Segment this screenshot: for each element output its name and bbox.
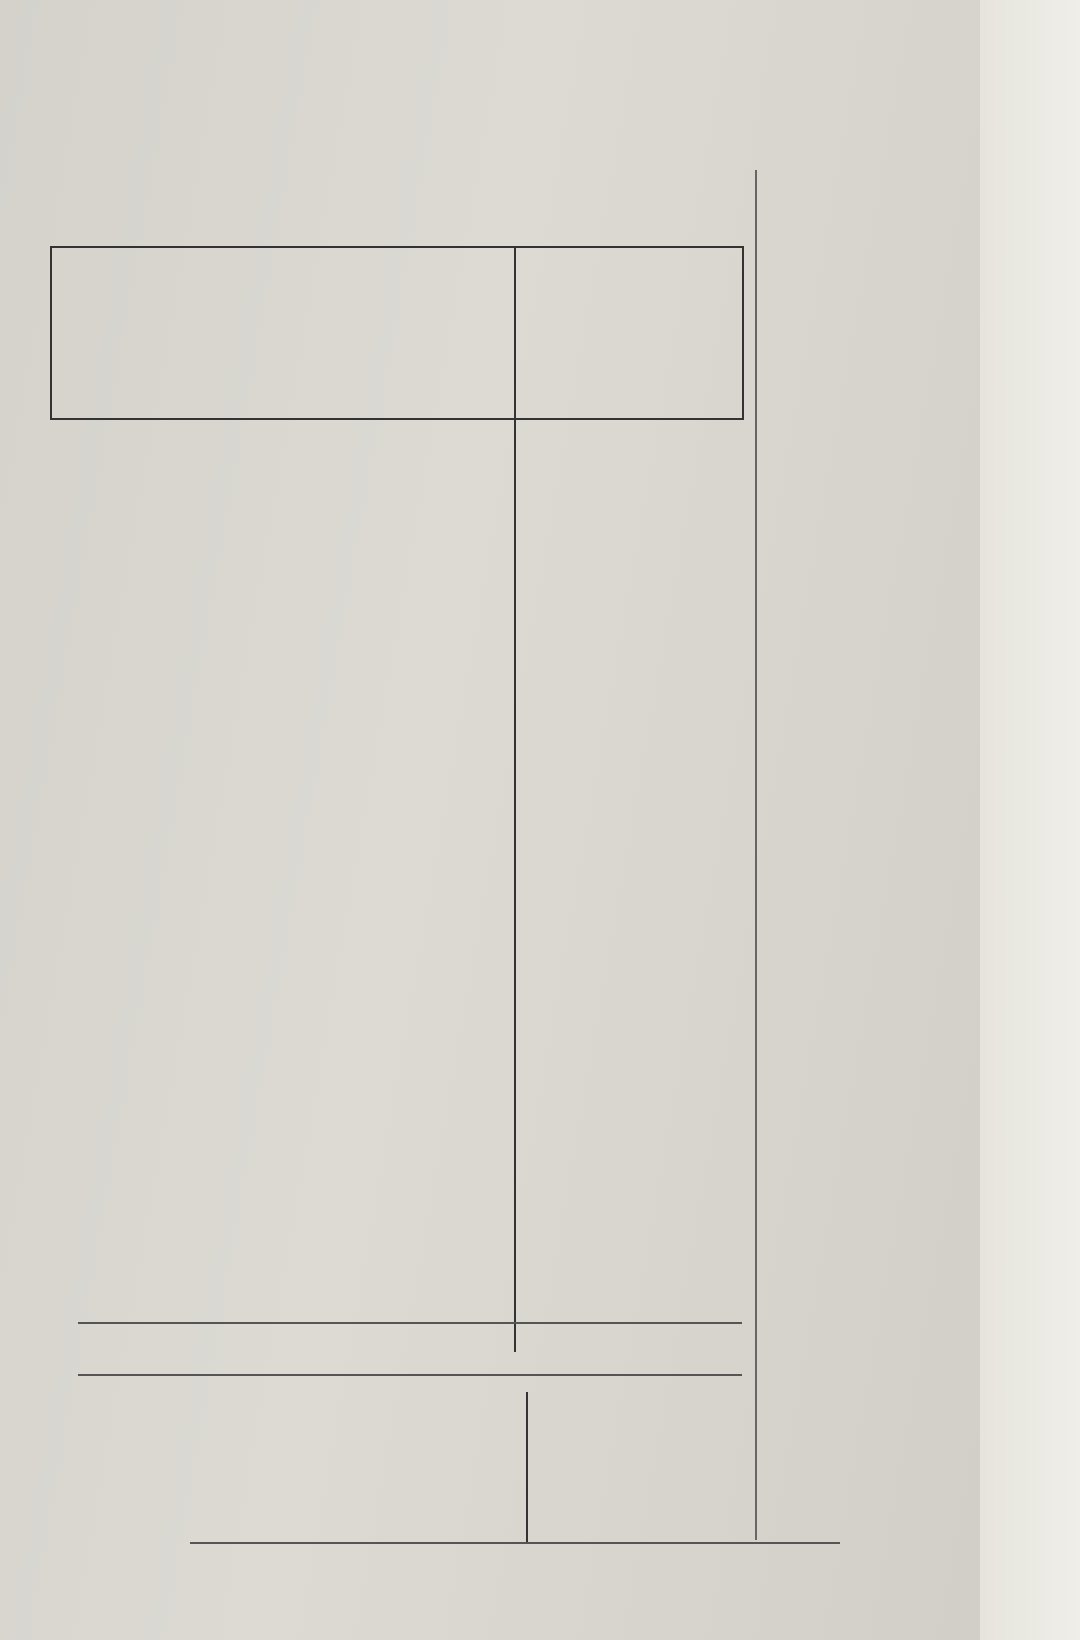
divider — [190, 1542, 840, 1544]
divider — [78, 1374, 742, 1376]
divider — [514, 420, 516, 1352]
divider — [755, 170, 757, 1540]
divider — [526, 1392, 528, 1542]
divider — [78, 1322, 742, 1324]
body-measurements-box — [50, 246, 744, 420]
divider — [514, 246, 516, 420]
measuring-tape — [980, 0, 1080, 1640]
